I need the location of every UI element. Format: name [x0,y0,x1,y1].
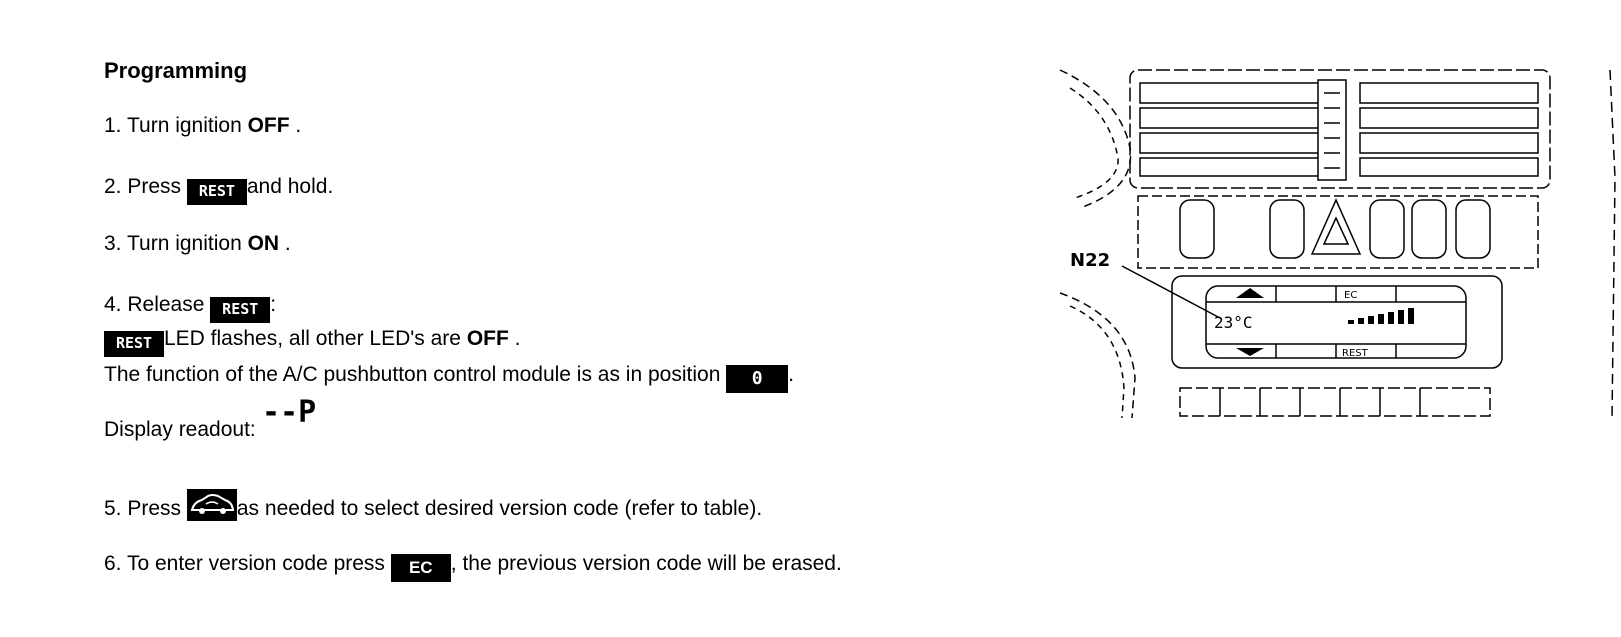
panel-rest-label: REST [1342,348,1368,359]
panel-temperature: 23°C [1214,313,1253,332]
position-zero-key-icon: 0 [726,365,788,393]
rest-key-icon: REST [187,179,247,205]
display-readout-icon [261,395,332,432]
step-5-text: 5. Press [104,497,187,520]
step-3-end: . [279,232,291,255]
step-1 [104,113,301,139]
page-title: Programming [104,58,248,83]
control-panel-diagram [1070,58,1620,438]
panel-ec-label: EC [1344,290,1358,301]
step-4-led [104,326,521,357]
recirculation-car-icon [187,489,237,521]
step-2 [104,174,333,205]
step-4-function [104,362,794,393]
step-2-text: 2. Press [104,175,187,198]
step-2-end: and hold. [246,175,334,198]
step-4-end: : [270,293,277,316]
step-4 [104,292,276,323]
step-1-text: 1. Turn ignition [104,114,248,137]
step-5 [104,489,762,522]
ec-key-icon: EC [391,554,451,582]
step-3 [104,231,291,257]
step-5-end: as needed to select desired version code (refer to table). [236,497,763,520]
callout-label: N22 [1070,250,1111,271]
display-readout-text: --P [261,395,316,430]
rest-key-icon: REST [104,331,164,357]
step-6 [104,551,842,582]
step-3-bold: ON [247,232,280,255]
step-4-led-end: . [508,327,521,350]
step-4-text: 4. Release [104,293,211,316]
rest-key-icon: REST [210,297,270,323]
step-1-bold: OFF [247,114,290,137]
step-1-end: . [289,114,302,137]
step-3-text: 3. Turn ignition [104,232,248,255]
step-4-readout [104,395,332,443]
step-4-led-bold: OFF [466,327,509,350]
step-6-end: , the previous version code will be erased. [450,552,842,575]
step-4-function-text: The function of the A/C pushbutton control module is as in position [104,363,727,386]
step-6-text: 6. To enter version code press [104,552,391,575]
readout-label: Display readout: [104,418,256,441]
step-4-function-end: . [788,363,795,386]
step-4-led-text: LED flashes, all other LED's are [164,327,467,350]
